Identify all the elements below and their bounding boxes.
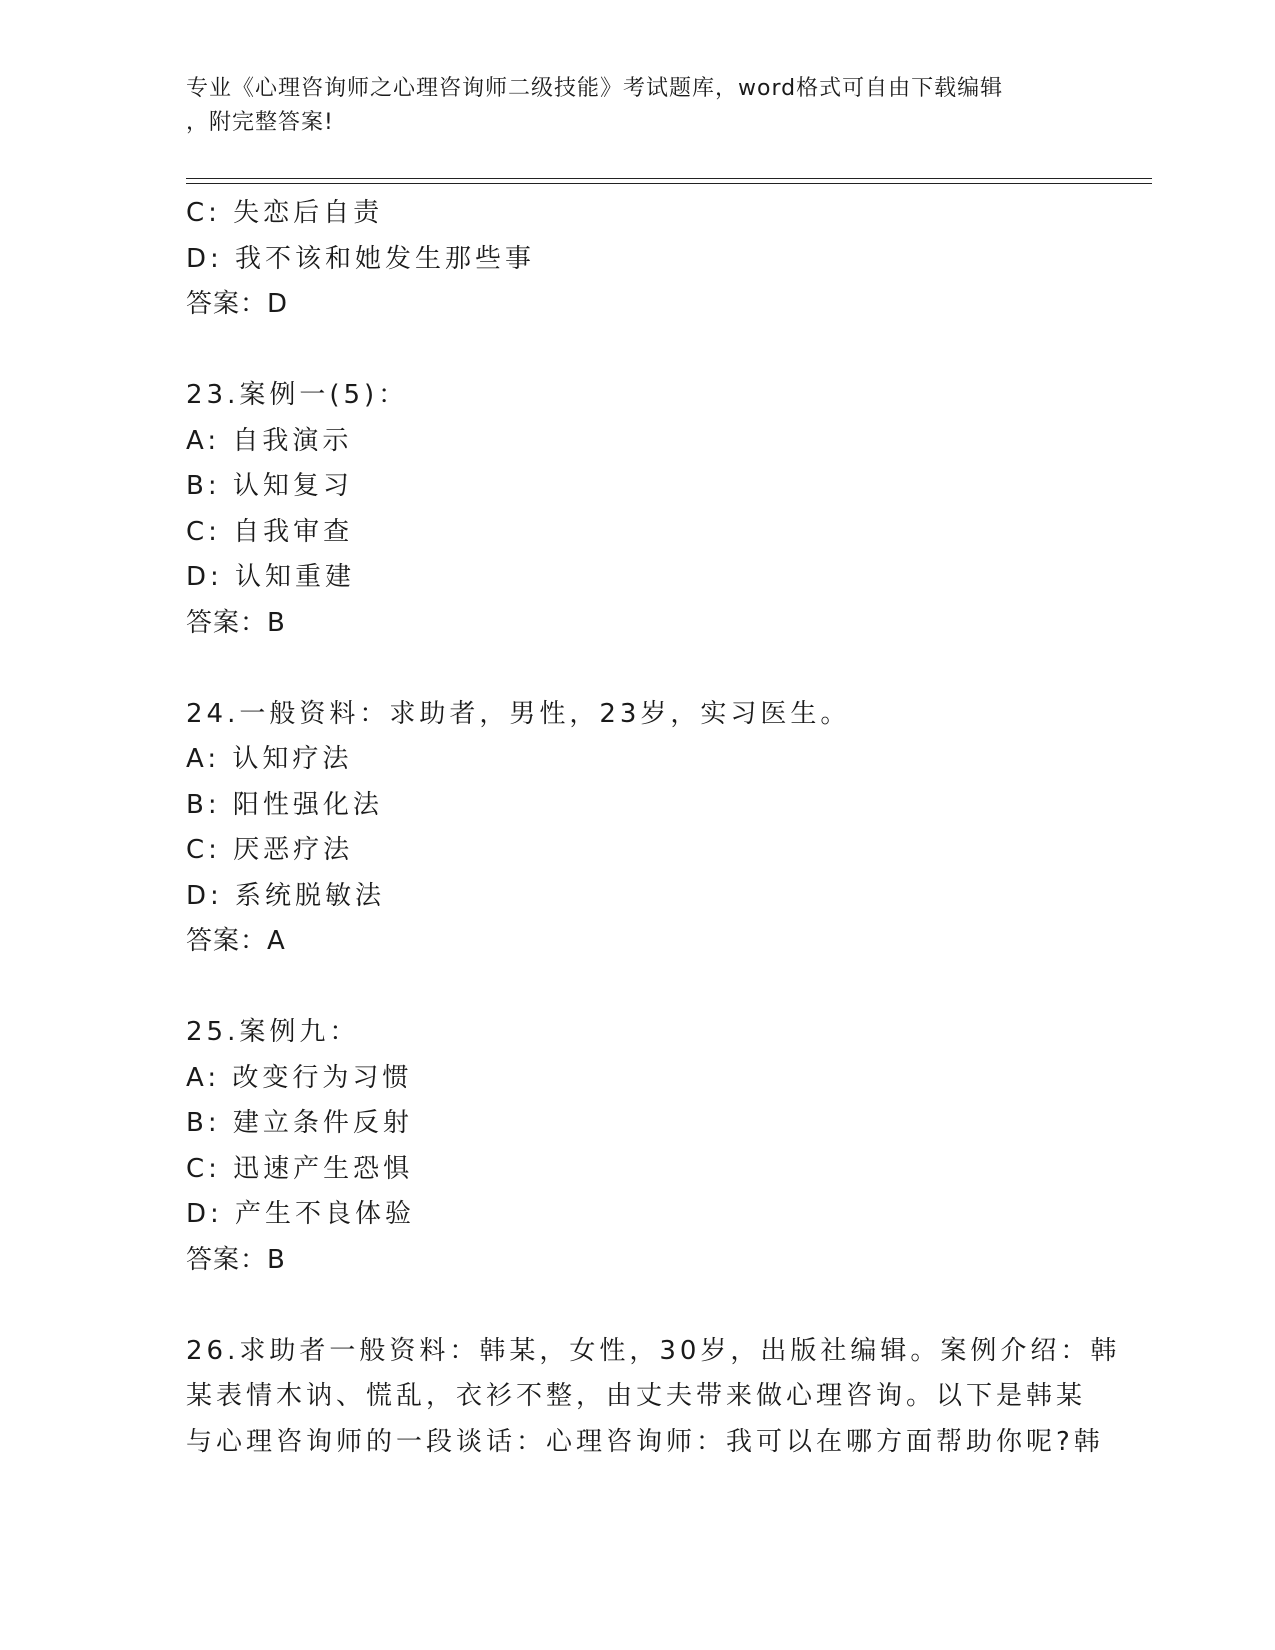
option-d: D: 产生不良体验 [186, 1199, 416, 1229]
answer-line: 答案：B [186, 607, 286, 638]
spacer [186, 646, 1086, 692]
header-line-2: ，附完整答案! [186, 110, 334, 135]
option-a: A: 认知疗法 [186, 744, 353, 774]
spacer [186, 1283, 1086, 1329]
option-c: C: 厌恶疗法 [186, 835, 354, 865]
question-stem-line-1: 26.求助者一般资料：韩某，女性，30岁，出版社编辑。案例介绍：韩 [186, 1335, 1121, 1366]
spacer [186, 328, 1086, 374]
question-stem-line-3: 与心理咨询师的一段谈话：心理咨询师：我可以在哪方面帮助你呢?韩 [186, 1426, 1104, 1457]
option-b: B: 阳性强化法 [186, 789, 383, 820]
answer-line: 答案：A [186, 926, 286, 956]
option-d: D: 我不该和她发生那些事 [186, 243, 536, 274]
header-divider-top [186, 178, 1152, 179]
option-a: A: 自我演示 [186, 425, 353, 456]
question-24 [186, 692, 1086, 965]
option-d: D: 系统脱敏法 [186, 880, 386, 911]
option-c: C: 迅速产生恐惧 [186, 1153, 414, 1184]
answer-line: 答案：D [186, 289, 289, 319]
option-a: A: 改变行为习惯 [186, 1062, 413, 1093]
question-25 [186, 1010, 1086, 1283]
header-divider-bottom [186, 183, 1152, 184]
question-stem: 24.一般资料：求助者，男性，23岁，实习医生。 [186, 698, 851, 729]
question-stem-line-2: 某表情木讷、慌乱，衣衫不整，由丈夫带来做心理咨询。以下是韩某 [186, 1381, 1087, 1411]
option-c: C: 自我审查 [186, 516, 354, 547]
option-d: D: 认知重建 [186, 562, 356, 592]
header-line-1: 专业《心理咨询师之心理咨询师二级技能》考试题库，word格式可自由下载编辑 [186, 76, 1004, 101]
option-b: B: 建立条件反射 [186, 1108, 413, 1138]
question-stem: 23.案例一(5)： [186, 380, 409, 410]
question-list [186, 191, 1121, 1465]
question-23 [186, 373, 1086, 646]
question-stem: 25.案例九： [186, 1017, 360, 1047]
answer-line: 答案：B [186, 1244, 286, 1275]
option-c: C: 失恋后自责 [186, 198, 384, 228]
document-header [186, 72, 1086, 140]
question-26 [186, 1329, 1121, 1466]
question-22 [186, 191, 1086, 328]
option-b: B: 认知复习 [186, 471, 353, 501]
spacer [186, 965, 1086, 1011]
